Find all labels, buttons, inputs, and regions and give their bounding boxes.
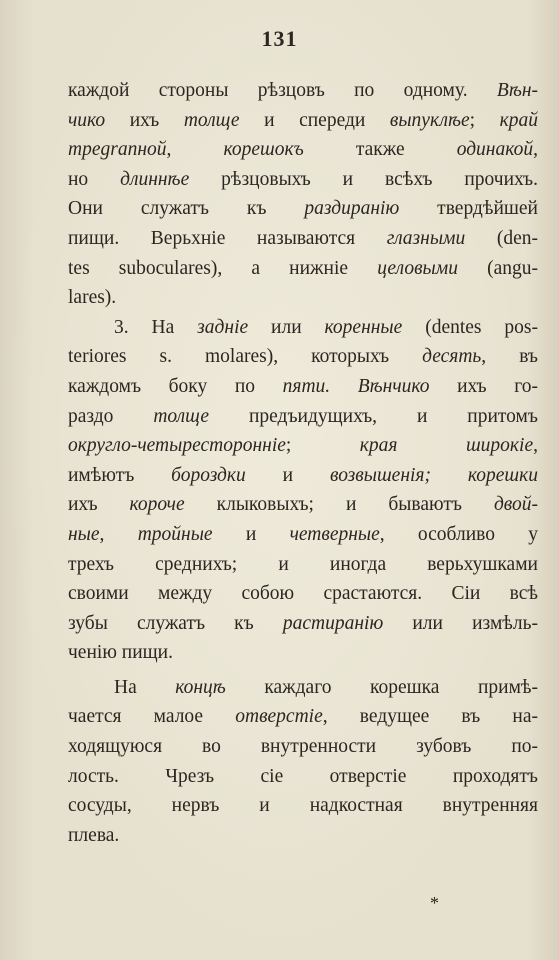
italic-term: бороздки bbox=[171, 464, 246, 486]
italic-term: раздиранію bbox=[304, 198, 400, 220]
text-run: Они служатъ къ bbox=[68, 198, 305, 220]
italic-term: чико bbox=[68, 109, 106, 131]
text-run: или измѣль- bbox=[383, 612, 538, 634]
text-run: , ведущее въ на- bbox=[322, 706, 538, 728]
text-run: ихъ bbox=[68, 494, 130, 516]
italic-term: пяти. Вѣнчико bbox=[282, 375, 430, 397]
italic-term: десять bbox=[422, 346, 482, 368]
italic-term: целовыми bbox=[377, 257, 458, 279]
text-run: , bbox=[533, 139, 538, 161]
italic-term: края широкіе bbox=[359, 435, 534, 457]
text-run: ченію пищи. bbox=[68, 642, 173, 664]
text-run: и спереди bbox=[239, 109, 390, 131]
text-run: ; bbox=[469, 109, 500, 131]
text-line bbox=[68, 165, 538, 195]
italic-term: коренные bbox=[324, 316, 403, 338]
text-run: , особливо у bbox=[379, 523, 539, 545]
text-line bbox=[68, 224, 538, 254]
text-line bbox=[68, 431, 538, 461]
italic-term: растиранію bbox=[282, 612, 384, 634]
text-line bbox=[68, 76, 538, 106]
ornament-asterisk: * bbox=[430, 893, 439, 913]
text-run: каждаго корешка примѣ- bbox=[225, 676, 538, 698]
text-line bbox=[68, 762, 538, 792]
text-run: каждой стороны рѣзцовъ по одному. bbox=[68, 80, 497, 101]
text-run: клыковыхъ; и бываютъ bbox=[184, 494, 494, 516]
text-run: рѣзцовыхъ и всѣхъ прочихъ. bbox=[189, 168, 538, 190]
text-line bbox=[68, 673, 538, 703]
text-run: , въ bbox=[481, 346, 538, 368]
text-line bbox=[68, 550, 538, 580]
text-run: tes suboculares), а нижніе bbox=[68, 257, 378, 279]
text-run: и bbox=[212, 523, 290, 545]
italic-term: глазными bbox=[386, 227, 466, 249]
text-line bbox=[68, 791, 538, 821]
italic-term: толще bbox=[153, 405, 210, 427]
text-run: , bbox=[99, 523, 138, 545]
text-line bbox=[68, 609, 538, 639]
italic-term: округло-четырестороннiе bbox=[68, 435, 286, 457]
text-line bbox=[68, 283, 538, 313]
text-run: ; bbox=[285, 435, 360, 457]
text-run: предъидущихъ, и притомъ bbox=[209, 405, 538, 427]
text-line bbox=[68, 638, 538, 668]
text-run: плева. bbox=[68, 824, 120, 846]
text-run: но bbox=[68, 168, 121, 190]
text-run: ходящуюся во внутренности зубовъ по- bbox=[68, 736, 538, 758]
text-line bbox=[68, 520, 538, 550]
text-run: сосуды, нервъ и надкостная внутренняя bbox=[68, 795, 538, 817]
text-run: трехъ среднихъ; и иногда верьхушками bbox=[68, 553, 538, 575]
text-run: каждомъ боку по bbox=[68, 375, 283, 397]
text-run: и bbox=[245, 464, 330, 486]
text-line bbox=[68, 313, 538, 343]
text-run: или bbox=[248, 316, 325, 338]
text-run: раздо bbox=[68, 405, 154, 427]
text-run: твердѣйшей bbox=[399, 198, 538, 220]
text-line bbox=[68, 490, 538, 520]
text-run: teriores s. molares), которыхъ bbox=[68, 346, 423, 368]
italic-term: отверстіе bbox=[235, 706, 323, 728]
text-run: своими между собою срастаются. Сіи всѣ bbox=[68, 583, 538, 605]
text-line bbox=[68, 461, 538, 491]
italic-term: ные bbox=[68, 523, 100, 545]
text-line bbox=[68, 254, 538, 284]
italic-term: длиннѣе bbox=[120, 168, 190, 190]
italic-term: треgranной bbox=[68, 139, 167, 161]
text-line bbox=[68, 732, 538, 762]
text-line bbox=[68, 821, 538, 851]
text-line bbox=[68, 402, 538, 432]
text-run: , bbox=[533, 435, 538, 457]
text-line bbox=[68, 135, 538, 165]
text-run: (dentes pos- bbox=[402, 316, 538, 338]
text-run: также bbox=[303, 139, 457, 161]
text-line bbox=[68, 372, 538, 402]
text-run: (den- bbox=[465, 227, 538, 249]
text-run: 3. На bbox=[114, 316, 198, 338]
italic-term: тройные bbox=[137, 523, 213, 545]
text-line bbox=[68, 342, 538, 372]
italic-term: концѣ bbox=[175, 676, 226, 698]
page-text bbox=[68, 76, 538, 850]
text-run: имѣютъ bbox=[68, 464, 172, 486]
text-run: , bbox=[166, 139, 224, 161]
italic-term: двой- bbox=[493, 494, 539, 516]
italic-term: четверные bbox=[289, 523, 380, 545]
italic-term: край bbox=[499, 109, 539, 131]
text-line bbox=[68, 106, 538, 136]
italic-term: толще bbox=[183, 109, 240, 131]
text-run: пищи. Верьхніе называются bbox=[68, 227, 387, 249]
text-line bbox=[68, 194, 538, 224]
text-run: лость. Чрезъ сіе отверстіе проходятъ bbox=[68, 765, 538, 787]
italic-term: выпуклѣе bbox=[389, 109, 470, 131]
text-run: ихъ го- bbox=[429, 375, 538, 397]
text-line bbox=[68, 579, 538, 609]
text-line bbox=[68, 702, 538, 732]
italic-term: задніе bbox=[197, 316, 249, 338]
text-run: lares). bbox=[68, 287, 117, 309]
page-number: 131 bbox=[261, 26, 298, 51]
text-run: (angu- bbox=[457, 257, 538, 279]
italic-term: корешокъ bbox=[223, 139, 304, 161]
italic-term: короче bbox=[129, 494, 185, 516]
italic-term: возвышенія; корешки bbox=[329, 464, 538, 486]
italic-term: одинакой bbox=[456, 139, 534, 161]
text-run: зубы служатъ къ bbox=[68, 612, 283, 634]
text-run: ихъ bbox=[105, 109, 184, 131]
text-run: На bbox=[114, 676, 176, 698]
text-run: чается малое bbox=[68, 706, 236, 728]
italic-term: Вѣн- bbox=[496, 80, 538, 101]
